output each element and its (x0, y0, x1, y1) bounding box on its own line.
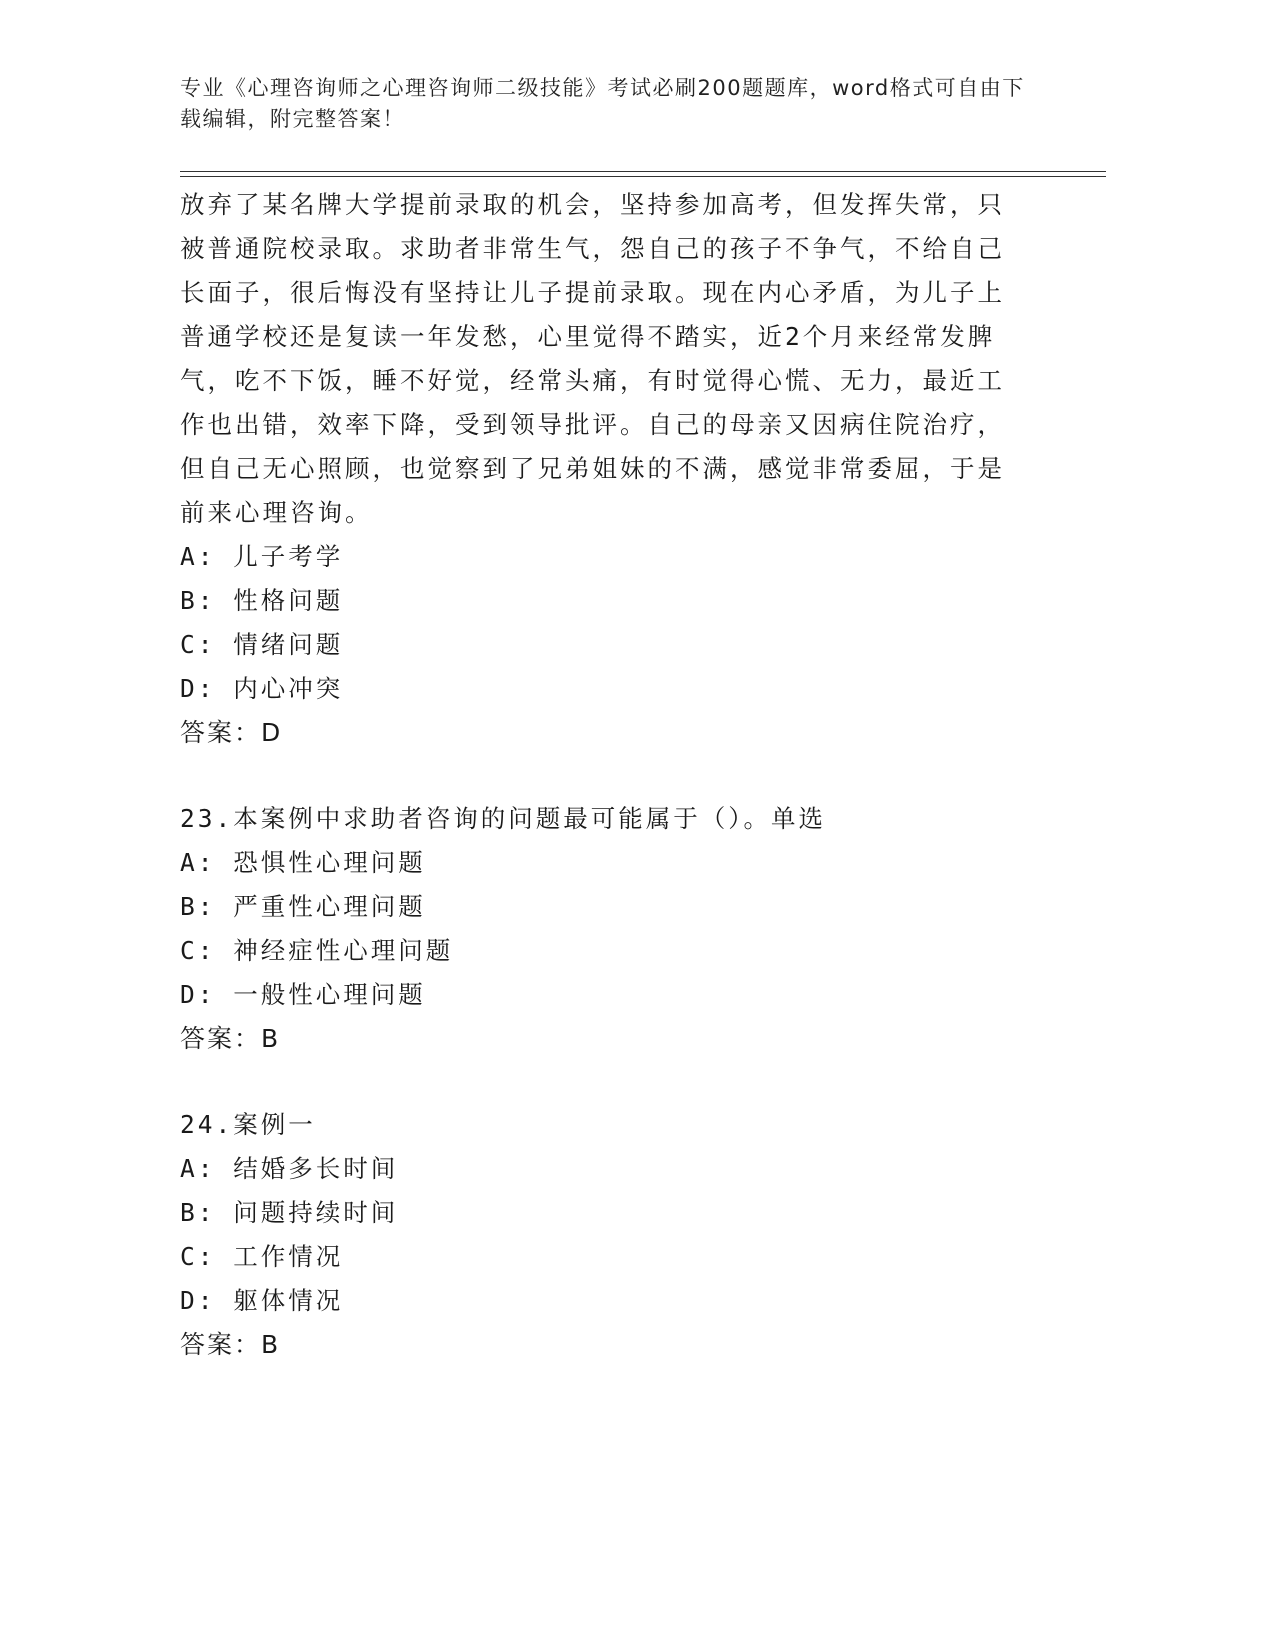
option-text: 神经症性心理问题 (233, 936, 454, 965)
header-rule-top (180, 171, 1106, 172)
option-text: 内心冲突 (233, 674, 344, 703)
question-title: 24.案例一 (180, 1110, 316, 1139)
answer-line: 答案：B (180, 1330, 281, 1359)
option-b (180, 1191, 1020, 1235)
option-text: 躯体情况 (233, 1286, 344, 1315)
document-body (180, 183, 1020, 1367)
option-text: 儿子考学 (233, 542, 344, 571)
option-d (180, 667, 1020, 711)
option-a (180, 841, 1020, 885)
option-letter: B: (180, 586, 216, 615)
option-letter: C: (180, 630, 216, 659)
option-text: 恐惧性心理问题 (233, 848, 426, 877)
option-a (180, 535, 1020, 579)
option-a (180, 1147, 1020, 1191)
option-text: 性格问题 (233, 586, 344, 615)
question-stem-line: 但自己无心照顾，也觉察到了兄弟姐妹的不满，感觉非常委屈，于是 (180, 454, 1005, 483)
option-d (180, 1279, 1020, 1323)
spacer (180, 755, 1020, 797)
question-block (180, 1103, 1020, 1367)
option-text: 情绪问题 (233, 630, 344, 659)
option-letter: A: (180, 542, 216, 571)
answer-line: 答案：D (180, 718, 283, 747)
option-letter: A: (180, 1154, 216, 1183)
question-block (180, 797, 1020, 1061)
question-stem-line: 普通学校还是复读一年发愁，心里觉得不踏实，近2个月来经常发脾 (180, 322, 996, 351)
question-stem-line: 被普通院校录取。求助者非常生气，怨自己的孩子不争气，不给自己 (180, 234, 1005, 263)
option-letter: D: (180, 674, 216, 703)
header-title: 专业《心理咨询师之心理咨询师二级技能》考试必刷200题题库，word格式可自由下载编辑，附完整答案！ (180, 76, 1025, 131)
option-letter: D: (180, 1286, 216, 1315)
option-letter: B: (180, 1198, 216, 1227)
question-block (180, 183, 1020, 755)
option-letter: B: (180, 892, 216, 921)
option-text: 严重性心理问题 (233, 892, 426, 921)
option-c (180, 1235, 1020, 1279)
question-stem-line: 前来心理咨询。 (180, 498, 373, 527)
option-text: 结婚多长时间 (233, 1154, 399, 1183)
option-b (180, 579, 1020, 623)
option-d (180, 973, 1020, 1017)
option-text: 问题持续时间 (233, 1198, 399, 1227)
option-letter: A: (180, 848, 216, 877)
document-header (180, 73, 1030, 135)
option-letter: C: (180, 936, 216, 965)
question-title: 23.本案例中求助者咨询的问题最可能属于（）。单选 (180, 804, 826, 833)
question-stem-line: 作也出错，效率下降，受到领导批评。自己的母亲又因病住院治疗， (180, 410, 1005, 439)
option-c (180, 929, 1020, 973)
option-letter: C: (180, 1242, 216, 1271)
header-rule-bottom (180, 176, 1106, 177)
option-c (180, 623, 1020, 667)
spacer (180, 1061, 1020, 1103)
option-letter: D: (180, 980, 216, 1009)
question-stem-line: 放弃了某名牌大学提前录取的机会，坚持参加高考，但发挥失常，只 (180, 190, 1005, 219)
option-text: 工作情况 (233, 1242, 344, 1271)
question-stem-line: 气，吃不下饭，睡不好觉，经常头痛，有时觉得心慌、无力，最近工 (180, 366, 1005, 395)
question-stem-line: 长面子，很后悔没有坚持让儿子提前录取。现在内心矛盾，为儿子上 (180, 278, 1005, 307)
option-b (180, 885, 1020, 929)
answer-line: 答案：B (180, 1024, 281, 1053)
option-text: 一般性心理问题 (233, 980, 426, 1009)
